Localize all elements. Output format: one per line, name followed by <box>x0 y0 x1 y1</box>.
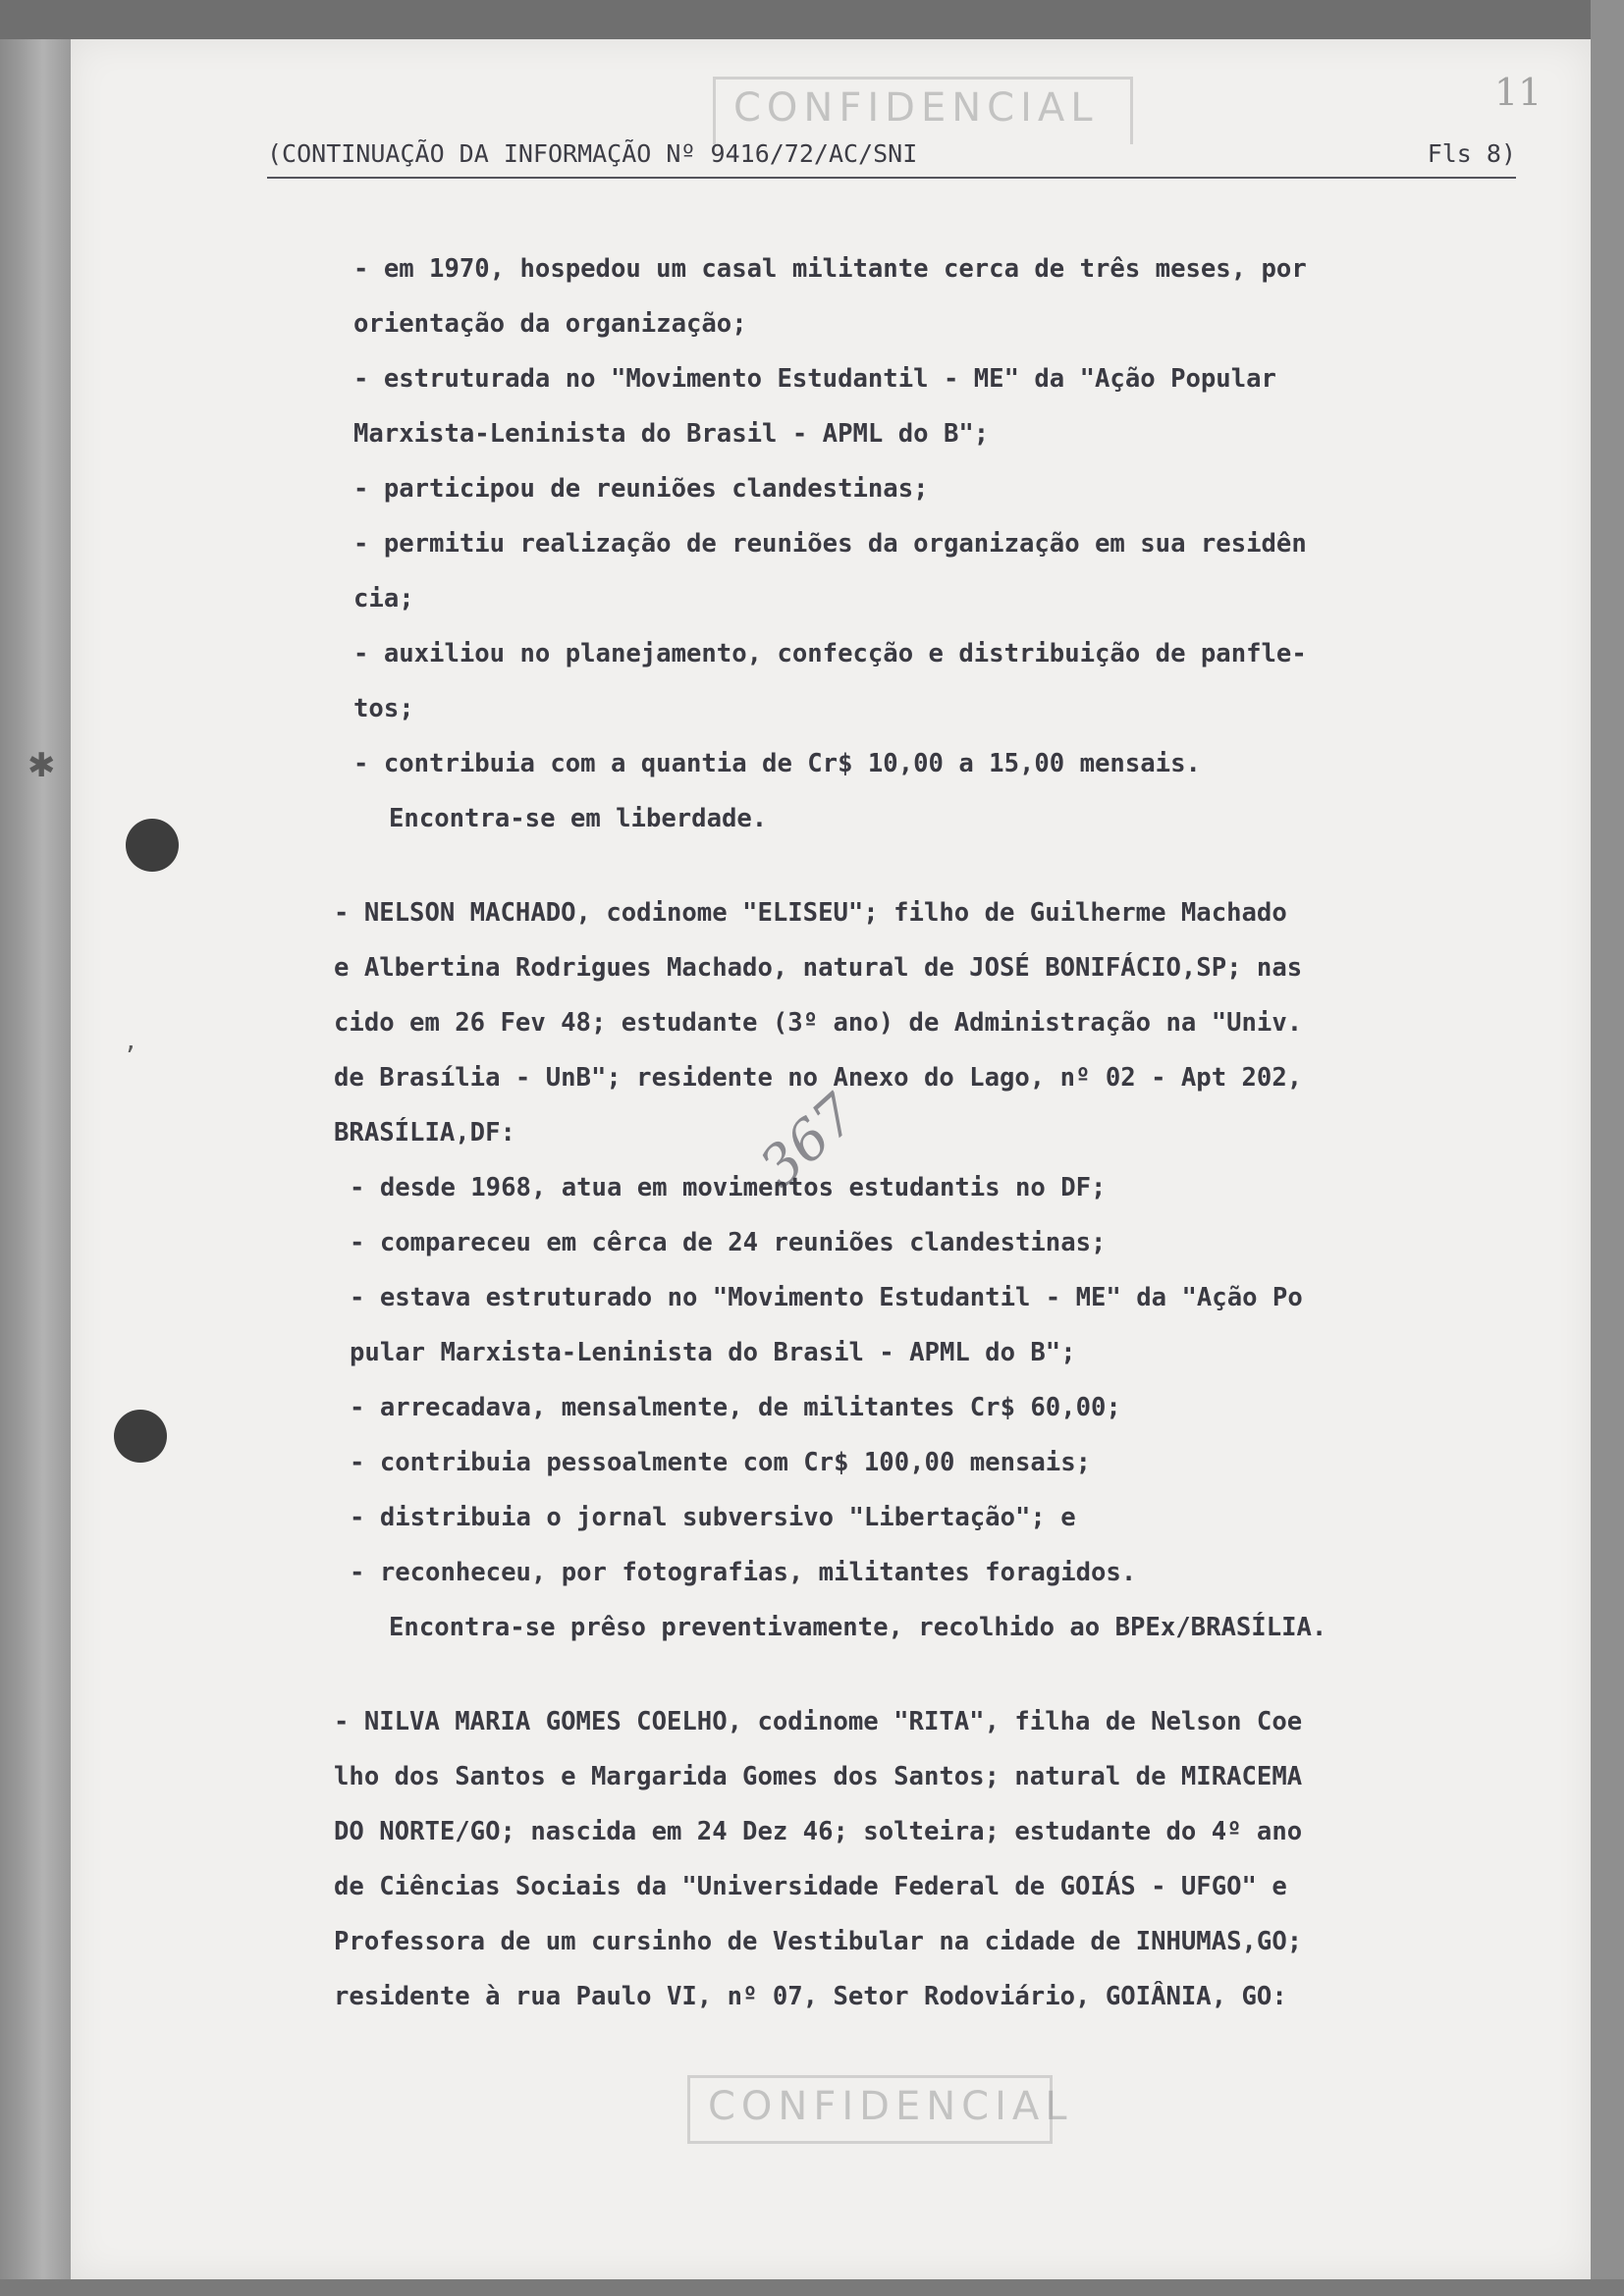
handwritten-page-number: 11 <box>1494 71 1543 114</box>
body-line: - contribuia com a quantia de Cr$ 10,00 a 15,00 mensais. <box>353 749 1201 778</box>
punch-hole-lower <box>114 1410 167 1463</box>
body-line: - compareceu em cêrca de 24 reuniões clandestinas; <box>350 1228 1107 1257</box>
header-sheet-number: Fls 8) <box>1427 139 1516 168</box>
body-line: Encontra-se prêso preventivamente, recolhido ao BPEx/BRASÍLIA. <box>389 1613 1327 1642</box>
body-line: lho dos Santos e Margarida Gomes dos Santos; natural de MIRACEMA <box>334 1762 1303 1791</box>
stray-mark: ʼ <box>126 1041 135 1075</box>
handwritten-annotation: 367 <box>747 1082 869 1201</box>
body-line: - auxiliou no planejamento, confecção e distribuição de panfle- <box>353 639 1307 668</box>
scan-bottom-edge <box>0 2279 1624 2296</box>
body-line: Encontra-se em liberdade. <box>389 804 768 833</box>
confidential-stamp-top: CONFIDENCIAL <box>713 77 1133 144</box>
body-line: orientação da organização; <box>353 309 747 339</box>
body-line: Professora de um cursinho de Vestibular na cidade de INHUMAS,GO; <box>334 1927 1303 1956</box>
scan-right-edge <box>1591 0 1624 2296</box>
body-line: - contribuia pessoalmente com Cr$ 100,00 mensais; <box>350 1448 1092 1477</box>
body-line: DO NORTE/GO; nascida em 24 Dez 46; solteira; estudante do 4º ano <box>334 1817 1303 1846</box>
body-line: pular Marxista-Leninista do Brasil - APML do B"; <box>350 1338 1076 1367</box>
body-line: cido em 26 Fev 48; estudante (3º ano) de Administração na "Univ. <box>334 1008 1303 1038</box>
body-line: - estruturada no "Movimento Estudantil - ME" da "Ação Popular <box>353 364 1276 394</box>
body-line: - desde 1968, atua em movimentos estudantis no DF; <box>350 1173 1107 1202</box>
body-line: residente à rua Paulo VI, nº 07, Setor Rodoviário, GOIÂNIA, GO: <box>334 1982 1287 2011</box>
body-line: - arrecadava, mensalmente, de militantes Cr$ 60,00; <box>350 1393 1121 1422</box>
body-line: - NILVA MARIA GOMES COELHO, codinome "RITA", filha de Nelson Coe <box>334 1707 1303 1736</box>
body-line: de Ciências Sociais da "Universidade Federal de GOIÁS - UFGO" e <box>334 1872 1287 1901</box>
document-header <box>267 137 1516 179</box>
header-reference: (CONTINUAÇÃO DA INFORMAÇÃO Nº 9416/72/AC/SNI <box>267 139 918 168</box>
confidential-stamp-bottom: CONFIDENCIAL <box>687 2075 1053 2144</box>
body-line: - estava estruturado no "Movimento Estudantil - ME" da "Ação Po <box>350 1283 1303 1312</box>
body-line: tos; <box>353 694 414 723</box>
body-line: BRASÍLIA,DF: <box>334 1118 515 1148</box>
body-line: - participou de reuniões clandestinas; <box>353 474 929 504</box>
body-line: Marxista-Leninista do Brasil - APML do B"; <box>353 419 990 449</box>
binding-clip-mark: ✱ <box>27 746 56 785</box>
body-line: - NELSON MACHADO, codinome "ELISEU"; filho de Guilherme Machado <box>334 898 1287 928</box>
body-line: e Albertina Rodrigues Machado, natural de JOSÉ BONIFÁCIO,SP; nas <box>334 953 1303 983</box>
body-line: - em 1970, hospedou um casal militante cerca de três meses, por <box>353 254 1307 284</box>
body-line: - permitiu realização de reuniões da organização em sua residên <box>353 529 1307 559</box>
body-line: - reconheceu, por fotografias, militantes foragidos. <box>350 1558 1137 1587</box>
body-line: cia; <box>353 584 414 614</box>
body-line: - distribuia o jornal subversivo "Libertação"; e <box>350 1503 1076 1532</box>
body-line: de Brasília - UnB"; residente no Anexo do Lago, nº 02 - Apt 202, <box>334 1063 1303 1093</box>
scan-top-edge <box>0 0 1624 39</box>
punch-hole-upper <box>126 819 179 872</box>
